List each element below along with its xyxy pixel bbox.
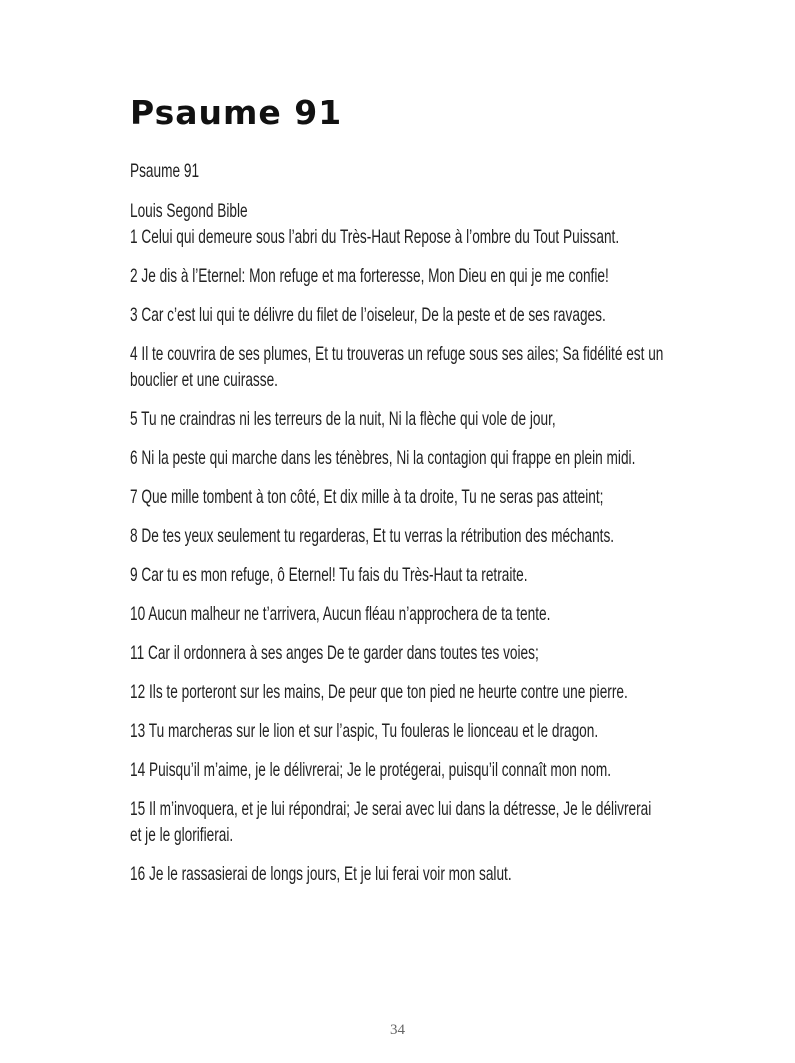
verse-paragraph [130, 718, 666, 744]
verse-number: 11 [130, 642, 145, 664]
verse-text: Celui qui demeure sous l’abri du Très-Haut Repose à l’ombre du Tout Puissant. [141, 226, 620, 248]
verse-paragraph [130, 757, 666, 783]
verse-paragraph [130, 263, 666, 289]
translation-label: Louis Segond Bible [130, 200, 248, 222]
page-title: Psaume 91 [130, 93, 343, 132]
verse-number: 16 [130, 863, 146, 885]
document-body [130, 158, 666, 887]
verse-text: Car c’est lui qui te délivre du filet de l’oiseleur, De la peste et de ses ravages. [141, 304, 606, 326]
verse-text: Il m’invoquera, et je lui répondrai; Je serai avec lui dans la détresse, Je le délivrerai et je le glorifierai. [130, 798, 652, 846]
verse-text: Aucun malheur ne t’arrivera, Aucun fléau n’approchera de ta tente. [148, 603, 551, 625]
verse-paragraph [130, 484, 666, 510]
verse-paragraph [130, 861, 666, 887]
verse-text: Tu ne craindras ni les terreurs de la nuit, Ni la flèche qui vole de jour, [141, 408, 556, 430]
page-number: 34 [390, 1022, 405, 1038]
verse-number: 5 [130, 408, 138, 430]
verse-number: 4 [130, 343, 138, 365]
verse-paragraph [130, 341, 666, 393]
verse-number: 13 [130, 720, 146, 742]
verse-text: Je le rassasierai de longs jours, Et je lui ferai voir mon salut. [148, 863, 512, 885]
verse-text: Car tu es mon refuge, ô Eternel! Tu fais du Très-Haut ta retraite. [141, 564, 528, 586]
verses-container [130, 224, 666, 887]
verse-number: 7 [130, 486, 138, 508]
verse-text: Puisqu’il m’aime, je le délivrerai; Je le protégerai, puisqu’il connaît mon nom. [148, 759, 612, 781]
psalm-subtitle: Psaume 91 [130, 160, 200, 182]
verse-paragraph [130, 796, 666, 848]
verse-number: 8 [130, 525, 138, 547]
verse-number: 15 [130, 798, 146, 820]
verse-number: 2 [130, 265, 138, 287]
verse-number: 3 [130, 304, 138, 326]
verse-paragraph [130, 562, 666, 588]
verse-paragraph [130, 406, 666, 432]
verse-text: Ni la peste qui marche dans les ténèbres, Ni la contagion qui frappe en plein midi. [141, 447, 636, 469]
verse-text: Que mille tombent à ton côté, Et dix mille à ta droite, Tu ne seras pas atteint; [141, 486, 604, 508]
verse-text: De tes yeux seulement tu regarderas, Et tu verras la rétribution des méchants. [141, 525, 615, 547]
verse-number: 10 [130, 603, 146, 625]
verse-paragraph [130, 601, 666, 627]
verse-paragraph [130, 523, 666, 549]
verse-number: 12 [130, 681, 146, 703]
verse-number: 9 [130, 564, 138, 586]
verse-paragraph [130, 679, 666, 705]
verse-paragraph [130, 224, 666, 250]
verse-text: Car il ordonnera à ses anges De te garder dans toutes tes voies; [147, 642, 539, 664]
verse-paragraph [130, 302, 666, 328]
verse-number: 1 [130, 226, 138, 248]
verse-text: Je dis à l’Eternel: Mon refuge et ma forteresse, Mon Dieu en qui je me confie! [141, 265, 609, 287]
verse-paragraph [130, 445, 666, 471]
verse-number: 6 [130, 447, 138, 469]
verse-text: Il te couvrira de ses plumes, Et tu trouveras un refuge sous ses ailes; Sa fidélité est un bouclier et une cuirasse. [130, 343, 664, 391]
verse-text: Ils te porteront sur les mains, De peur que ton pied ne heurte contre une pierre. [148, 681, 628, 703]
verse-paragraph [130, 640, 666, 666]
verse-number: 14 [130, 759, 146, 781]
verse-text: Tu marcheras sur le lion et sur l’aspic, Tu fouleras le lionceau et le dragon. [148, 720, 599, 742]
